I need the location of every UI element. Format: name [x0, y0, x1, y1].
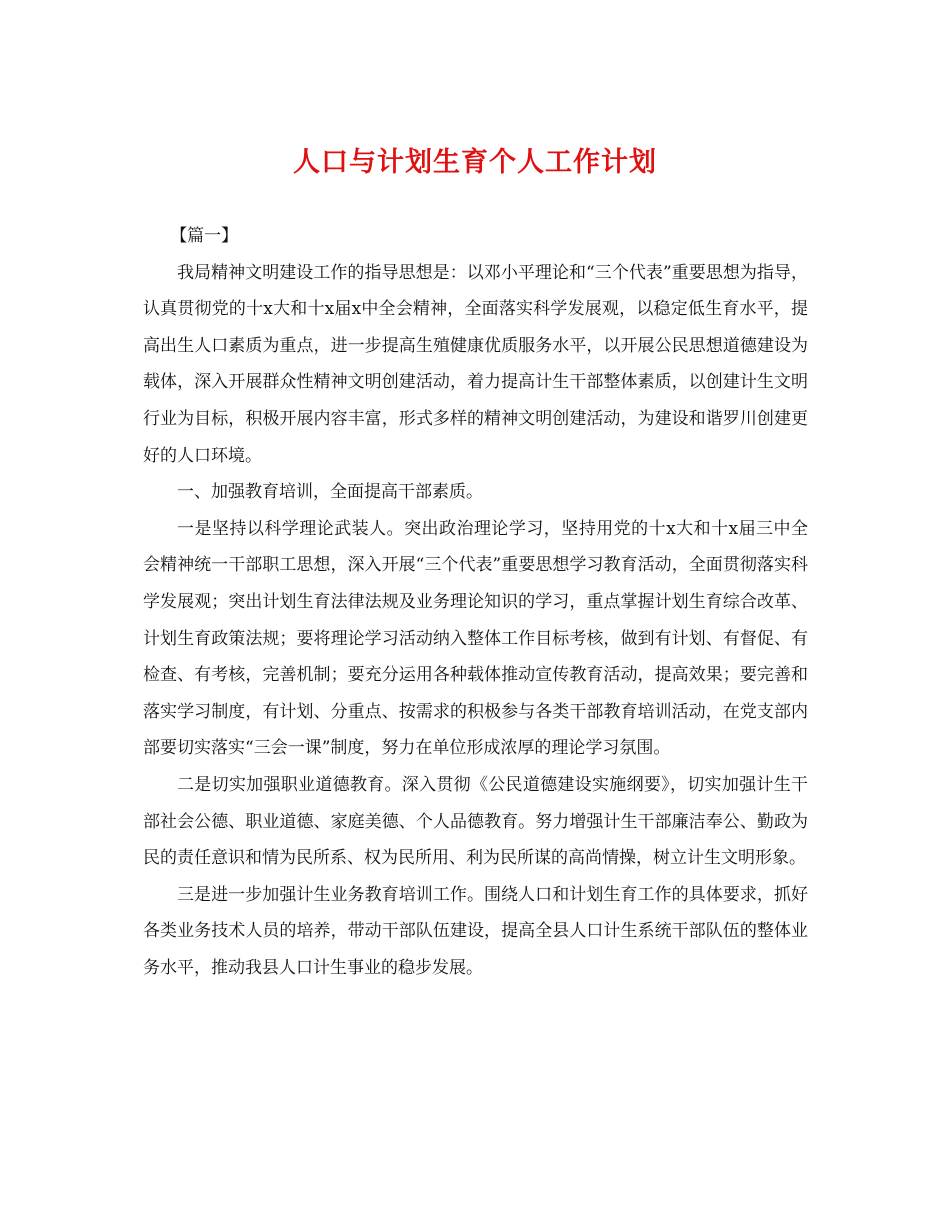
document-title: 人口与计划生育个人工作计划 — [293, 147, 657, 178]
paragraph-theory-study: 一是坚持以科学理论武装人。突出政治理论学习，坚持用党的十x大和十x届三中全会精神统一干部职工思想，深入开展“三个代表”重要思想学习教育活动，全面贯彻落实科学发展观；突出计划生育法律法规及业务理论知识的学习，重点掌握计划生育综合改革、计划生育政策法规；要将理论学习活动纳入整体工作目标考核，做到有计划、有督促、有检查、有考核，完善机制；要充分运用各种载体推动宣传教育活动，提高效果；要完善和落实学习制度，有计划、分重点、按需求的积极参与各类干部教育培训活动，在党支部内部要切实落实“三会一课”制度，努力在单位形成浓厚的理论学习氛围。 — [143, 518, 808, 759]
section-mark: 【篇一】 — [170, 226, 239, 246]
paragraph-business-training: 三是进一步加强计生业务教育培训工作。围绕人口和计划生育工作的具体要求，抓好各类业务技术人员的培养，带动干部队伍建设，提高全县人口计生系统干部队伍的整体业务水平，推动我县人口计生事业的稳步发展。 — [143, 884, 808, 978]
paragraph-professional-ethics: 二是切实加强职业道德教育。深入贯彻《公民道德建设实施纲要》，切实加强计生干部社会公德、职业道德、家庭美德、个人品德教育。努力增强计生干部廉洁奉公、勤政为民的责任意识和情为民所系、权为民所用、利为民所谋的高尚情操，树立计生文明形象。 — [143, 774, 808, 869]
paragraph-guiding-idea: 我局精神文明建设工作的指导思想是：以邓小平理论和“三个代表”重要思想为指导，认真贯彻党的十x大和十x届x中全会精神，全面落实科学发展观，以稳定低生育水平，提高出生人口素质为重点，进一步提高生殖健康优质服务水平，以开展公民思想道德建设为载体，深入开展群众性精神文明创建活动，着力提高计生干部整体素质，以创建计生文明行业为目标，积极开展内容丰富，形式多样的精神文明创建活动，为建设和谐罗川创建更好的人口环境。 — [143, 262, 808, 466]
document-body — [143, 218, 808, 986]
heading-education-training: 一、加强教育培训，全面提高干部素质。 — [177, 482, 483, 503]
